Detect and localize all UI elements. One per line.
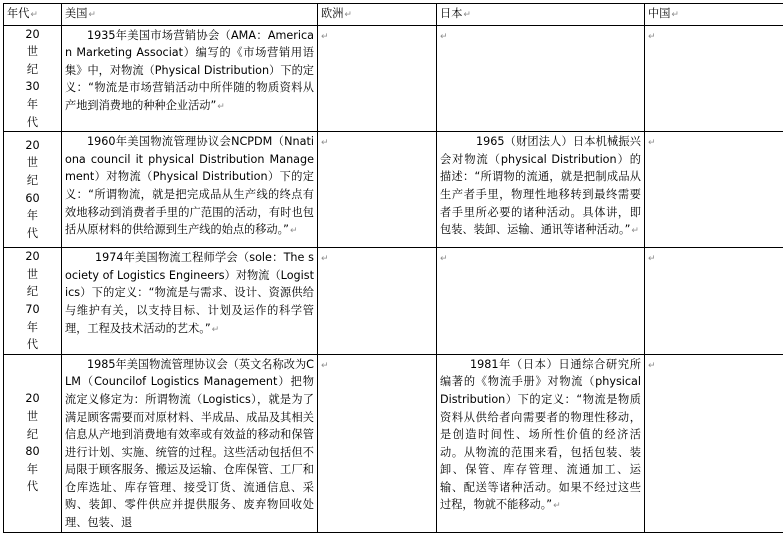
table-row (4, 354, 783, 532)
europe-cell: ↵ (318, 132, 437, 248)
logistics-definition-table (3, 3, 783, 533)
table-row (4, 248, 783, 355)
japan-definition-cell: 1981年（日本）日通综合研究所编著的《物流手册》对物流（physical Distribution）下的定义：“物流是物质资料从供给者向需要者的物理性移动，是创造时间性、场所性价值的经济活动。从物流的范围来看，包括包装、装卸、保管、库存管理、流通加工、运输、配送等诸种活动。如果不经过这些过程，物就不能移动。”↵ (437, 354, 645, 532)
era-cell: 20 世 纪 60 年 代 (4, 132, 62, 248)
era-cell: 20 世 纪 30 年 代 (4, 25, 62, 132)
header-china: 中国↵ (645, 4, 783, 26)
europe-cell: ↵ (318, 25, 437, 132)
china-cell: ↵ (645, 248, 783, 355)
table-header-row (4, 4, 783, 26)
china-cell: ↵ (645, 132, 783, 248)
japan-definition-cell: 1965（财团法人）日本机械振兴会对物流（physical Distribution）的描述：“所谓物的流通，就是把制成品从生产者手里，物理性地移转到最终需要者手里所必要的诸种活动。具体讲，即包装、装卸、运输、通讯等诸种活动。”↵ (437, 132, 645, 248)
usa-definition-cell: 1974年美国物流工程师学会（sole：The society of Logistics Engineers）对物流（Logistics）下的定义：“物流是与需求、设计、资源供给与维护有关，以支持目标、计划及运作的科学管理，工程及技术活动的艺术。”↵ (62, 248, 318, 355)
header-japan: 日本↵ (437, 4, 645, 26)
china-cell: ↵ (645, 25, 783, 132)
usa-definition-cell: 1985年美国物流管理协议会（英文名称改为CLM（Councilof Logistics Management）把物流定义修定为：所谓物流（Logistics），就是为了满足顾客需要而对原材料、半成品、成品及其相关信息从产地到消费地有效率或有效益的移动和保管进行计划、实施、统管的过程。这些活动包括但不局限于顾客服务、搬运及运输、仓库保管、工厂和仓库选址、库存管理、接受订货、流通信息、采购、装卸、零件供应并提供服务、废弃物回收处理、包装、退 (62, 354, 318, 532)
header-era: 年代↵ (4, 4, 62, 26)
japan-cell: ↵ (437, 248, 645, 355)
usa-definition-cell: 1960年美国物流管理协议会NCPDM（Nnationa council it physical Distribution Management）对物流（Physical Distribution）下的定义：“所谓物流，就是把完成品从生产线的终点有效地移动到消费者手里的广范围的活动，有时也包括从原材料的供给源到生产线的始点的移动。”↵ (62, 132, 318, 248)
usa-definition-cell: 1935年美国市场营销协会（AMA：American Marketing Associat）编写的《市场营销用语集》中，对物流（Physical Distribution）下的定义：“物流是市场营销活动中所伴随的物质资料从产地到消费地的种种企业活动”↵ (62, 25, 318, 132)
era-cell: 20 世 纪 70 年 代 (4, 248, 62, 355)
header-europe: 欧洲↵ (318, 4, 437, 26)
china-cell: ↵ (645, 354, 783, 532)
europe-cell: ↵ (318, 354, 437, 532)
era-cell: 20 世 纪 80 年 代 (4, 354, 62, 532)
europe-cell: ↵ (318, 248, 437, 355)
table-row (4, 25, 783, 132)
japan-cell: ↵ (437, 25, 645, 132)
header-usa: 美国↵ (62, 4, 318, 26)
table-row (4, 132, 783, 248)
